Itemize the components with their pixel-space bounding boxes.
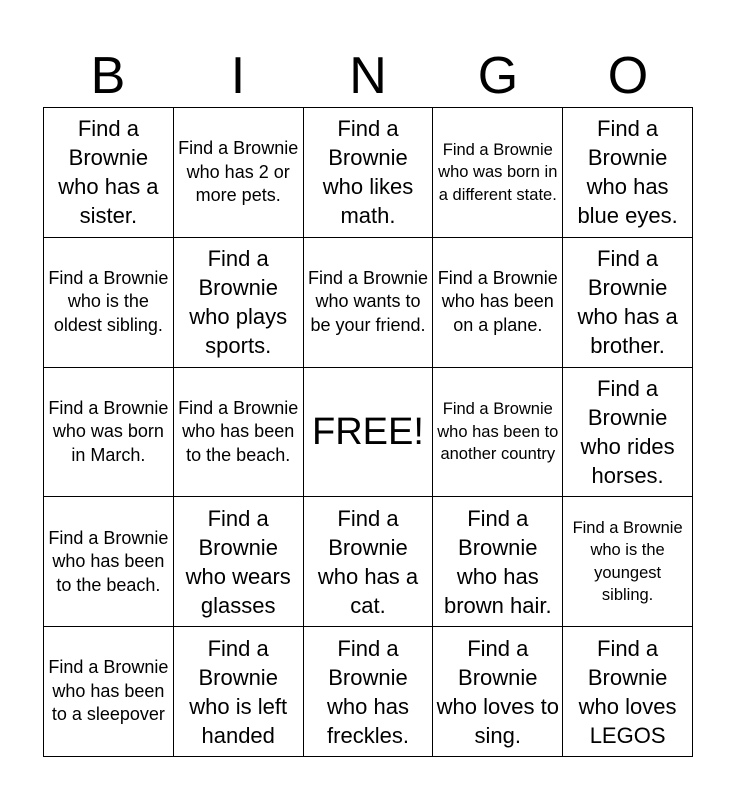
bingo-cell-text: Find a Brownie who wears glasses	[185, 505, 291, 618]
bingo-header	[43, 48, 693, 104]
bingo-cell[interactable]	[563, 368, 693, 498]
bingo-cell[interactable]	[44, 238, 174, 368]
bingo-cell[interactable]	[174, 497, 304, 627]
bingo-cell-text: Find a Brownie who has been to the beach.	[48, 527, 169, 595]
bingo-cell-text: Find a Brownie who is the oldest sibling.	[48, 267, 169, 335]
header-letter-b: B	[90, 47, 126, 105]
bingo-cell[interactable]	[563, 108, 693, 238]
header-letter-o: O	[607, 47, 649, 105]
bingo-cell-text: Find a Brownie who was born in March.	[48, 397, 169, 465]
header-letter-g: G	[477, 47, 519, 105]
header-letter-n: N	[349, 47, 387, 105]
bingo-cell[interactable]	[174, 627, 304, 757]
bingo-cell[interactable]	[563, 238, 693, 368]
bingo-cell-text: Find a Brownie who has been to a sleepover	[48, 657, 169, 725]
bingo-cell[interactable]	[433, 627, 563, 757]
bingo-cell-text: Find a Brownie who has been on a plane.	[437, 267, 558, 335]
bingo-cell-text: Find a Brownie who likes math.	[322, 116, 414, 229]
bingo-cell-text: Find a Brownie who plays sports.	[189, 246, 288, 359]
bingo-cell-text: Find a Brownie who loves to sing.	[436, 635, 559, 748]
bingo-cell-text: Find a Brownie who has been to another country	[437, 400, 559, 464]
bingo-cell-text: Find a Brownie who has freckles.	[327, 635, 409, 748]
bingo-cell[interactable]	[174, 108, 304, 238]
bingo-cell[interactable]	[44, 368, 174, 498]
bingo-cell-text: Find a Brownie who has blue eyes.	[577, 116, 678, 229]
bingo-cell[interactable]	[563, 497, 693, 627]
bingo-cell[interactable]	[44, 497, 174, 627]
bingo-cell[interactable]	[304, 238, 434, 368]
bingo-cell[interactable]	[433, 497, 563, 627]
bingo-cell[interactable]	[304, 627, 434, 757]
bingo-cell-text: Find a Brownie who has a sister.	[58, 116, 159, 229]
bingo-cell-text: Find a Brownie who has brown hair.	[443, 505, 552, 618]
bingo-cell-text: Find a Brownie who rides horses.	[580, 375, 675, 488]
bingo-free-space[interactable]	[304, 368, 434, 498]
bingo-cell[interactable]	[563, 627, 693, 757]
bingo-cell[interactable]	[174, 238, 304, 368]
bingo-card-grid	[43, 107, 693, 757]
bingo-cell-text: Find a Brownie who has 2 or more pets.	[178, 138, 299, 206]
bingo-cell-text: Find a Brownie who has a cat.	[317, 505, 419, 618]
bingo-cell[interactable]	[433, 108, 563, 238]
bingo-cell-text: Find a Brownie who is the youngest sibling.	[572, 518, 683, 605]
bingo-cell-text: Find a Brownie who has been to the beach.	[178, 397, 299, 465]
bingo-cell[interactable]	[304, 497, 434, 627]
bingo-cell[interactable]	[44, 627, 174, 757]
bingo-cell-text: Find a Brownie who was born in a different state.	[438, 140, 558, 204]
bingo-cell-text: Find a Brownie who is left handed	[189, 635, 288, 748]
bingo-cell[interactable]	[433, 368, 563, 498]
bingo-cell-text: FREE!	[312, 410, 424, 453]
bingo-cell[interactable]	[433, 238, 563, 368]
header-letter-i: I	[230, 47, 246, 105]
bingo-cell-text: Find a Brownie who has a brother.	[577, 246, 678, 359]
bingo-cell[interactable]	[304, 108, 434, 238]
bingo-cell[interactable]	[44, 108, 174, 238]
bingo-cell[interactable]	[174, 368, 304, 498]
bingo-cell-text: Find a Brownie who wants to be your friend.	[307, 267, 429, 335]
bingo-cell-text: Find a Brownie who loves LEGOS	[578, 635, 677, 748]
